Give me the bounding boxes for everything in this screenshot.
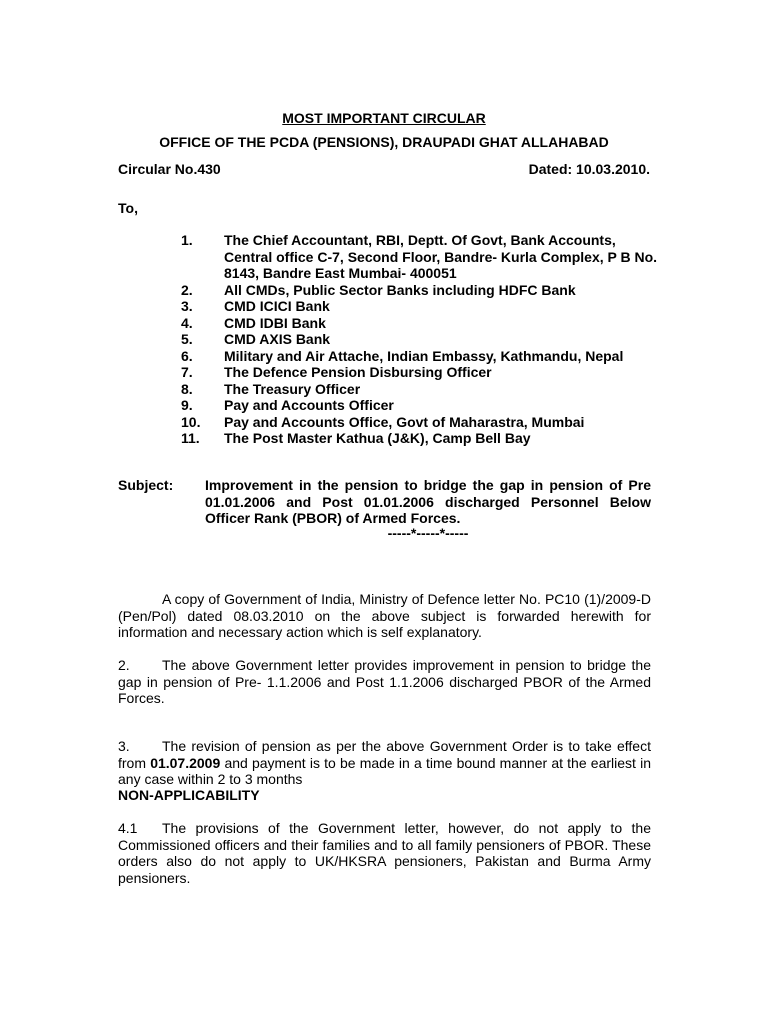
- recipient-item: [181, 397, 661, 414]
- recipient-item: [181, 348, 661, 365]
- paragraph-number: 4.1: [118, 820, 138, 836]
- office-name: OFFICE OF THE PCDA (PENSIONS), DRAUPADI GHAT ALLAHABAD: [159, 134, 609, 150]
- recipient-item: [181, 331, 661, 348]
- recipient-item: [181, 315, 661, 332]
- effective-date: 01.07.2009: [150, 754, 221, 771]
- recipient-number: 11.: [181, 430, 200, 446]
- circular-number: Circular No.430: [118, 161, 221, 177]
- recipient-number: 4.: [181, 314, 193, 331]
- recipient-text: CMD AXIS Bank: [224, 331, 331, 347]
- paragraph-2-text: The above Government letter provides improvement in pension to bridge the gap in pension of Pre- 1.1.2006 and Post 1.1.2006 discharged PBOR of the Armed Forces.: [118, 657, 651, 706]
- non-applicability-heading: NON-APPLICABILITY: [118, 787, 260, 803]
- recipient-item: [181, 381, 661, 398]
- recipient-text: The Post Master Kathua (J&K), Camp Bell Bay: [224, 430, 531, 446]
- circular-date: Dated: 10.03.2010.: [528, 161, 650, 177]
- recipient-number: 6.: [181, 347, 193, 364]
- recipient-text: Pay and Accounts Office, Govt of Maharastra, Mumbai: [224, 413, 585, 430]
- recipient-item: [181, 430, 661, 447]
- circular-title: MOST IMPORTANT CIRCULAR: [282, 110, 486, 126]
- subject-text: Improvement in the pension to bridge the gap in pension of Pre 01.01.2006 and Post 01.01.2006 discharged Personnel Below Officer Rank (PBOR) of Armed Forces.: [205, 477, 651, 526]
- paragraph-3-text-a: The revision of pension as per the above Government Order is to take effect from: [118, 738, 651, 771]
- paragraph-3-text-b: and payment is to be made in a time bound manner at the earliest in any case within 2 to 3 months: [118, 754, 652, 787]
- recipient-text: The Chief Accountant, RBI, Deptt. Of Govt, Bank Accounts, Central office C-7, Second Floor, Bandre- Kurla Complex, P B No. 8143, Bandre East Mumbai- 400051: [224, 232, 658, 281]
- recipient-number: 7.: [181, 364, 193, 380]
- recipient-text: CMD IDBI Bank: [224, 314, 326, 331]
- paragraph-2: [118, 657, 651, 707]
- recipient-text: The Treasury Officer: [224, 380, 361, 397]
- subject-separator: -----*-----*-----: [387, 525, 469, 541]
- recipient-number: 3.: [181, 298, 193, 314]
- paragraph-3: [118, 738, 651, 788]
- recipient-number: 2.: [181, 281, 193, 298]
- recipient-number: 9.: [181, 397, 193, 413]
- recipient-text: The Defence Pension Disbursing Officer: [224, 364, 492, 380]
- recipient-item: [181, 232, 661, 282]
- recipient-number: 5.: [181, 331, 193, 347]
- recipient-text: CMD ICICI Bank: [224, 298, 330, 314]
- recipient-text: Pay and Accounts Officer: [224, 397, 394, 413]
- subject-label: Subject:: [118, 477, 174, 493]
- recipient-number: 8.: [181, 380, 193, 397]
- recipient-item: [181, 298, 661, 315]
- paragraph-number: 3.: [118, 738, 130, 754]
- recipient-list: [181, 232, 661, 447]
- to-label: To,: [118, 200, 138, 216]
- recipient-text: All CMDs, Public Sector Banks including HDFC Bank: [224, 281, 576, 298]
- recipient-item: [181, 414, 661, 431]
- recipient-number: 1.: [181, 232, 193, 248]
- recipient-number: 10.: [181, 413, 201, 430]
- paragraph-4-1-text: The provisions of the Government letter, however, do not apply to the Commissioned officers and their families and to all family pensioners of PBOR. These orders also do not apply to UK/HKSRA pensioners, Pakistan and Burma Army pensioners.: [118, 820, 651, 886]
- paragraph-4-1: [118, 820, 651, 886]
- recipient-item: [181, 282, 661, 299]
- paragraph-number: 2.: [118, 657, 130, 673]
- recipient-item: [181, 364, 661, 381]
- recipient-text: Military and Air Attache, Indian Embassy, Kathmandu, Nepal: [224, 347, 624, 364]
- paragraph-1: A copy of Government of India, Ministry of Defence letter No. PC10 (1)/2009-D (Pen/Pol) dated 08.03.2010 on the above subject is forwarded herewith for information and necessary action which is self explanatory.: [118, 591, 651, 640]
